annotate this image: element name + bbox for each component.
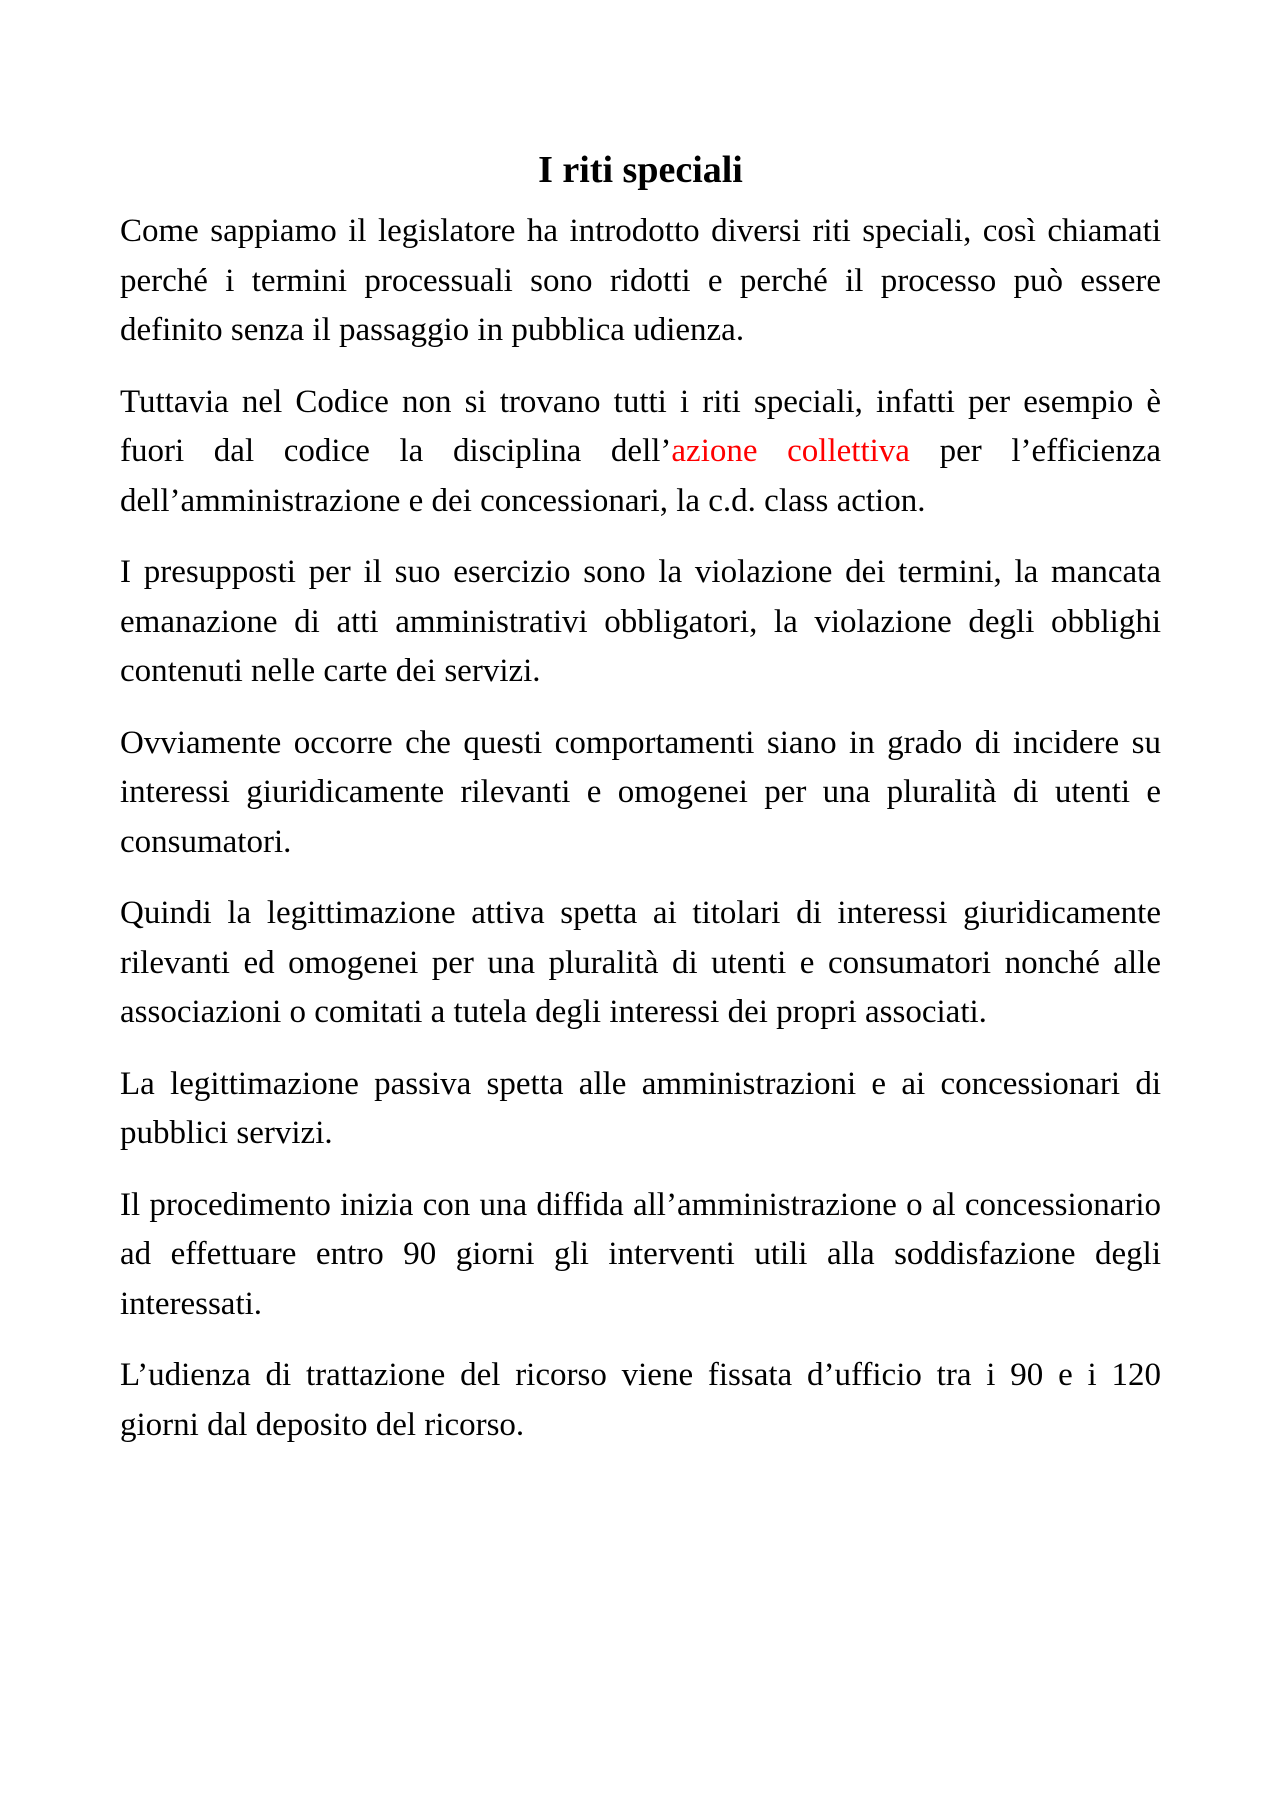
paragraph-procedimento: Il procedimento inizia con una diffida all’amministrazione o al concessionario ad effettuare entro 90 giorni gli interventi utili alla soddisfazione degli interessati. [120,1186,1161,1322]
paragraph-codice-after: per l’efficienza dell’amministrazione e dei concessionari, la c.d. class action. [120,433,1161,519]
paragraph-comportamenti: Ovviamente occorre che questi comportamenti siano in grado di incidere su interessi giuridicamente rilevanti e omogenei per una pluralità di utenti e consumatori. [120,724,1161,860]
paragraph-legittimazione-attiva: Quindi la legittimazione attiva spetta ai titolari di interessi giuridicamente rilevanti ed omogenei per una pluralità di utenti e consumatori nonché alle associazioni o comitati a tutela degli interessi dei propri associati. [120,895,1161,1030]
paragraph-legittimazione-passiva: La legittimazione passiva spetta alle amministrazioni e ai concessionari di pubblici servizi. [120,1065,1161,1151]
highlight-azione-collettiva: azione collettiva [671,433,910,469]
paragraph-codice [120,378,1161,527]
paragraph-presupposti: I presupposti per il suo esercizio sono la violazione dei termini, la mancata emanazione di atti amministrativi obbligatori, la violazione degli obblighi contenuti nelle carte dei servizi. [120,554,1161,689]
paragraph-intro: Come sappiamo il legislatore ha introdotto diversi riti speciali, così chiamati perché i termini processuali sono ridotti e perché il processo può essere definito senza il passaggio in pubblica udienza. [120,213,1161,348]
page-title: I riti speciali [538,149,743,191]
paragraph-udienza: L’udienza di trattazione del ricorso viene fissata d’ufficio tra i 90 e i 120 giorni dal deposito del ricorso. [120,1357,1161,1443]
paragraph-codice-before: Tuttavia nel Codice non si trovano tutti i riti speciali, infatti per esempio è fuori dal codice la disciplina dell’ [120,383,1161,469]
